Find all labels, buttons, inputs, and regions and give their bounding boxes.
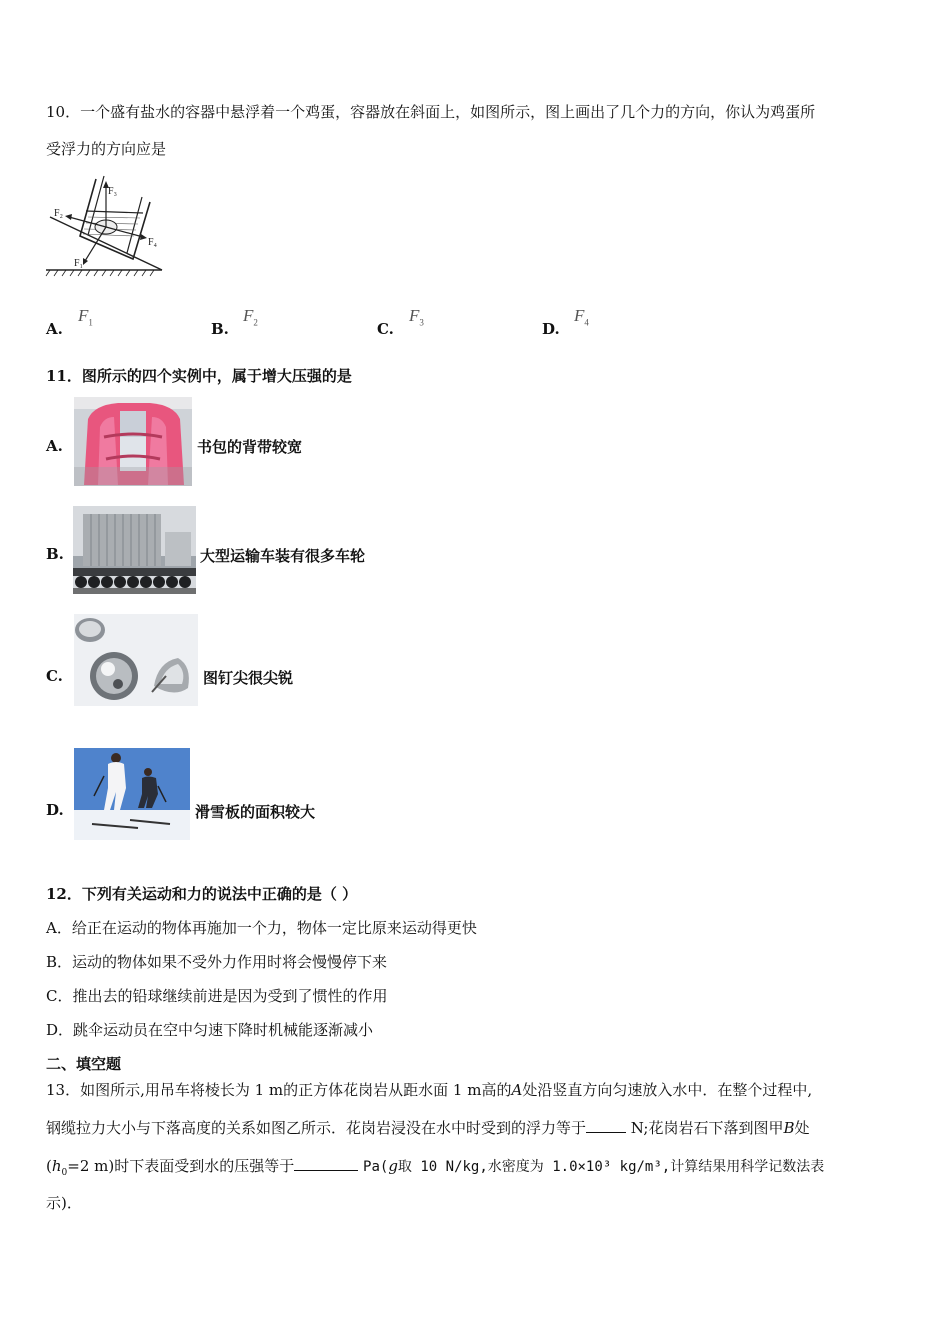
pink-backpack-photo: [74, 397, 192, 486]
q13-g-symbol: g: [388, 1157, 398, 1175]
q10-stem-line1: 10．一个盛有盐水的容器中悬浮着一个鸡蛋，容器放在斜面上，如图所示，图上画出了几个力的方向，你认为鸡蛋所: [46, 103, 816, 121]
q11-stem: 11．图所示的四个实例中，属于增大压强的是: [46, 367, 352, 385]
q13-line2-unit: N;花岗岩石下落到图甲: [630, 1119, 784, 1137]
svg-text:F₄: F₄: [148, 237, 158, 248]
q12-option-a[interactable]: A．给正在运动的物体再施加一个力，物体一定比原来运动得更快: [46, 919, 477, 937]
q12-option-c[interactable]: C．推出去的铅球继续前进是因为受到了惯性的作用: [46, 987, 388, 1005]
q13-line3-rest: 取 10 N/kg,水密度为 1.0×10³ kg/m³,计算结果用科学记数法表: [397, 1159, 825, 1175]
q13-line2-end: 处: [794, 1119, 810, 1137]
q13-line1: [46, 1080, 812, 1100]
svg-text:F₃: F₃: [108, 186, 118, 197]
option-force-symbol: $F_2$: [243, 306, 258, 328]
q12-option-d[interactable]: D．跳伞运动员在空中匀速下降时机械能逐渐减小: [46, 1021, 374, 1039]
option-letter: A.: [46, 320, 63, 338]
option-letter: D.: [542, 320, 560, 338]
thumbtack-photo: [74, 614, 198, 706]
q13-h-symbol: h: [51, 1157, 62, 1175]
heavy-transport-truck-photo: [73, 506, 196, 594]
option-letter: B.: [211, 320, 229, 338]
q10-inclined-container-figure: [44, 173, 166, 277]
q11-option-d-caption: 滑雪板的面积较大: [195, 803, 316, 821]
q13-pa-unit: Pa(: [363, 1159, 389, 1175]
q13-line2: [46, 1118, 810, 1138]
q11-option-b-letter[interactable]: B.: [46, 545, 64, 563]
option-letter: C.: [377, 320, 394, 338]
q13-paren-open: (: [46, 1157, 52, 1175]
skiers-photo: [74, 748, 190, 840]
svg-text:F₁: F₁: [74, 258, 84, 269]
q11-option-c-caption: 图钉尖很尖锐: [203, 669, 294, 687]
section-2-title: 二、填空题: [46, 1055, 122, 1073]
q10-options: [46, 306, 906, 346]
q13-point-a: A: [511, 1081, 523, 1099]
q13-line4: 示)．: [46, 1194, 82, 1212]
q13-buoyancy-blank[interactable]: [586, 1118, 626, 1133]
q13-line2-text: 钢缆拉力大小与下落高度的关系如图乙所示．花岗岩浸没在水中时受到的浮力等于: [46, 1119, 587, 1137]
q13-line1-end: 处沿竖直方向匀速放入水中．在整个过程中,: [522, 1081, 813, 1099]
q13-pressure-blank[interactable]: [294, 1156, 358, 1171]
q10-stem-line2: 受浮力的方向应是: [46, 140, 167, 158]
q11-option-a-letter[interactable]: A.: [46, 437, 63, 455]
q13-line1-text: 13．如图所示,用吊车将棱长为 1 m的正方体花岗岩从距水面 1 m高的: [46, 1081, 512, 1099]
q12-option-b[interactable]: B．运动的物体如果不受外力作用时将会慢慢停下来: [46, 953, 388, 971]
option-force-symbol: $F_3$: [409, 306, 424, 328]
option-force-symbol: $F_1$: [78, 306, 93, 328]
q11-option-b-caption: 大型运输车装有很多车轮: [200, 547, 366, 565]
svg-text:F₂: F₂: [54, 208, 64, 219]
q13-h-subscript: 0: [61, 1168, 68, 1178]
q13-point-b: B: [783, 1119, 795, 1137]
q11-option-c-letter[interactable]: C.: [46, 667, 63, 685]
q11-option-d-letter[interactable]: D.: [46, 801, 64, 819]
q13-line3-text: =2 m)时下表面受到水的压强等于: [67, 1157, 295, 1175]
q13-line3: [46, 1156, 824, 1183]
q12-stem: 12．下列有关运动和力的说法中正确的是（ ）: [46, 885, 358, 903]
q11-option-a-caption: 书包的背带较宽: [197, 438, 303, 456]
option-force-symbol: $F_4$: [574, 306, 589, 328]
